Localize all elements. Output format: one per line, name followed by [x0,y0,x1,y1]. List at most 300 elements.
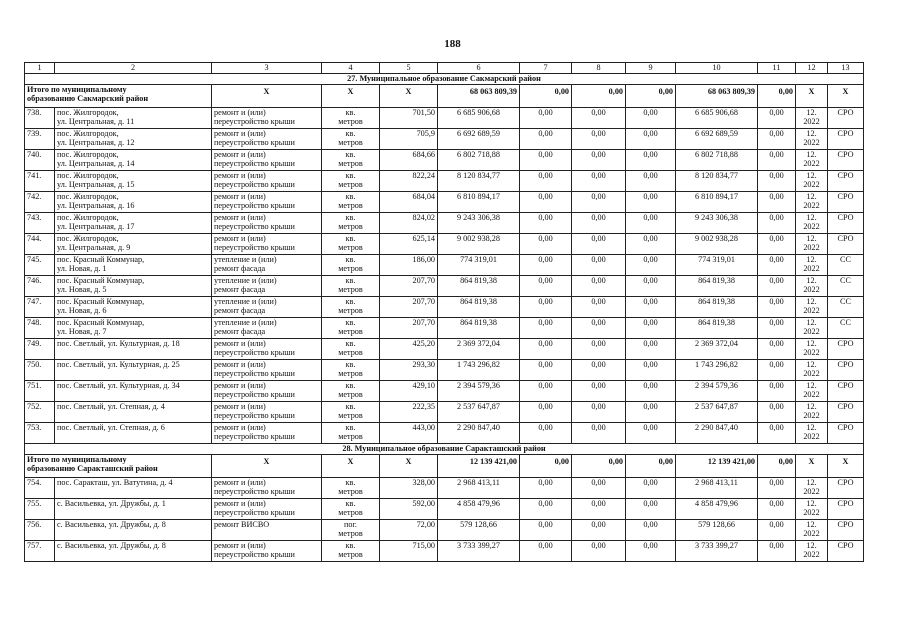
cost-total: 2 968 413,11 [438,478,520,499]
col10: 2 537 647,87 [676,402,758,423]
total-c10: 68 063 809,39 [676,85,758,108]
col9: 0,00 [626,108,676,129]
col8: 0,00 [572,478,626,499]
unit: пог. метров [322,520,380,541]
address: пос. Жилгородок, ул. Центральная, д. 16 [55,192,212,213]
total-c11: 0,00 [758,455,796,478]
col8: 0,00 [572,129,626,150]
table-row [25,234,864,255]
cost-total: 579 128,66 [438,520,520,541]
column-number-cell: 4 [322,63,380,74]
area: 429,10 [380,381,438,402]
section-title-row [25,444,864,455]
col8: 0,00 [572,381,626,402]
method: СРО [828,129,864,150]
col8: 0,00 [572,150,626,171]
table-row [25,360,864,381]
deadline: 12. 2022 [796,423,828,444]
table-row [25,108,864,129]
row-number: 751. [25,381,55,402]
unit: кв. метров [322,297,380,318]
work-type: ремонт и (или) переустройство крыши [212,213,322,234]
cost-total: 2 394 579,36 [438,381,520,402]
col9: 0,00 [626,276,676,297]
table-row [25,213,864,234]
col10: 8 120 834,77 [676,171,758,192]
address: с. Васильевка, ул. Дружбы, д. 8 [55,541,212,562]
col7: 0,00 [520,213,572,234]
col7: 0,00 [520,234,572,255]
col8: 0,00 [572,192,626,213]
col11: 0,00 [758,255,796,276]
address: пос. Красный Коммунар, ул. Новая, д. 5 [55,276,212,297]
cost-total: 864 819,38 [438,318,520,339]
work-type: утепление и (или) ремонт фасада [212,297,322,318]
table-row [25,499,864,520]
cost-total: 6 810 894,17 [438,192,520,213]
column-number-cell: 2 [55,63,212,74]
deadline: 12. 2022 [796,276,828,297]
table-body [25,63,864,562]
column-number-cell: 10 [676,63,758,74]
deadline: 12. 2022 [796,255,828,276]
table-row [25,129,864,150]
row-number: 752. [25,402,55,423]
col8: 0,00 [572,402,626,423]
col11: 0,00 [758,276,796,297]
unit: кв. метров [322,108,380,129]
method: СС [828,255,864,276]
total-c9: 0,00 [626,85,676,108]
method: СС [828,297,864,318]
address: пос. Жилгородок, ул. Центральная, д. 11 [55,108,212,129]
cost-total: 6 692 689,59 [438,129,520,150]
row-number: 757. [25,541,55,562]
deadline: 12. 2022 [796,234,828,255]
col10: 4 858 479,96 [676,499,758,520]
address: пос. Светлый, ул. Культурная, д. 34 [55,381,212,402]
address: пос. Светлый, ул. Степная, д. 4 [55,402,212,423]
col8: 0,00 [572,520,626,541]
col11: 0,00 [758,520,796,541]
unit: кв. метров [322,541,380,562]
col8: 0,00 [572,318,626,339]
method: СС [828,318,864,339]
work-type: утепление и (или) ремонт фасада [212,276,322,297]
col11: 0,00 [758,192,796,213]
method: СРО [828,234,864,255]
row-number: 750. [25,360,55,381]
address: пос. Жилгородок, ул. Центральная, д. 12 [55,129,212,150]
method: СРО [828,381,864,402]
table-row [25,255,864,276]
col10: 864 819,38 [676,318,758,339]
cost-total: 9 243 306,38 [438,213,520,234]
col9: 0,00 [626,192,676,213]
col7: 0,00 [520,318,572,339]
area: 592,00 [380,499,438,520]
row-number: 747. [25,297,55,318]
col11: 0,00 [758,360,796,381]
method: СРО [828,402,864,423]
deadline: 12. 2022 [796,339,828,360]
method: СРО [828,520,864,541]
col11: 0,00 [758,297,796,318]
cost-total: 4 858 479,96 [438,499,520,520]
address: пос. Светлый, ул. Культурная, д. 25 [55,360,212,381]
cost-total: 864 819,38 [438,276,520,297]
row-number: 754. [25,478,55,499]
col10: 774 319,01 [676,255,758,276]
unit: кв. метров [322,381,380,402]
col9: 0,00 [626,402,676,423]
area: 186,00 [380,255,438,276]
row-number: 749. [25,339,55,360]
address: пос. Светлый, ул. Степная, д. 6 [55,423,212,444]
area: 207,70 [380,318,438,339]
total-c7: 0,00 [520,85,572,108]
row-number: 743. [25,213,55,234]
area: 293,30 [380,360,438,381]
deadline: 12. 2022 [796,381,828,402]
col9: 0,00 [626,360,676,381]
col11: 0,00 [758,150,796,171]
col7: 0,00 [520,108,572,129]
area: 824,02 [380,213,438,234]
col9: 0,00 [626,129,676,150]
col7: 0,00 [520,360,572,381]
work-type: ремонт и (или) переустройство крыши [212,402,322,423]
col11: 0,00 [758,108,796,129]
cost-total: 3 733 399,27 [438,541,520,562]
col10: 3 733 399,27 [676,541,758,562]
address: пос. Красный Коммунар, ул. Новая, д. 6 [55,297,212,318]
col11: 0,00 [758,478,796,499]
table-row [25,478,864,499]
col10: 864 819,38 [676,297,758,318]
method: СРО [828,541,864,562]
total-c3: Х [212,85,322,108]
total-c4: Х [322,85,380,108]
section-title: 27. Муниципальное образование Сакмарский район [25,74,864,85]
deadline: 12. 2022 [796,541,828,562]
work-type: ремонт и (или) переустройство крыши [212,150,322,171]
work-type: ремонт и (или) переустройство крыши [212,541,322,562]
table-row [25,150,864,171]
col8: 0,00 [572,234,626,255]
method: СРО [828,499,864,520]
total-c5: Х [380,85,438,108]
col8: 0,00 [572,339,626,360]
address: пос. Светлый, ул. Культурная, д. 18 [55,339,212,360]
page-number: 188 [444,38,461,50]
total-c8: 0,00 [572,85,626,108]
row-number: 755. [25,499,55,520]
col9: 0,00 [626,478,676,499]
table-row [25,297,864,318]
total-c5: Х [380,455,438,478]
column-number-cell: 11 [758,63,796,74]
row-number: 756. [25,520,55,541]
row-number: 753. [25,423,55,444]
section-total-row [25,85,864,108]
column-number-cell: 9 [626,63,676,74]
cost-total: 2 369 372,04 [438,339,520,360]
col10: 6 802 718,88 [676,150,758,171]
table-row [25,541,864,562]
column-number-cell: 1 [25,63,55,74]
method: СРО [828,478,864,499]
table-row [25,171,864,192]
address: пос. Жилгородок, ул. Центральная, д. 15 [55,171,212,192]
capital-repair-table [24,62,864,562]
method: СРО [828,423,864,444]
work-type: утепление и (или) ремонт фасада [212,318,322,339]
work-type: ремонт и (или) переустройство крыши [212,192,322,213]
col10: 6 685 906,68 [676,108,758,129]
method: СРО [828,213,864,234]
col10: 2 394 579,36 [676,381,758,402]
area: 72,00 [380,520,438,541]
area: 705,9 [380,129,438,150]
section-title-row [25,74,864,85]
col11: 0,00 [758,234,796,255]
total-c13: Х [828,85,864,108]
col9: 0,00 [626,234,676,255]
cost-total: 2 537 647,87 [438,402,520,423]
area: 207,70 [380,276,438,297]
col10: 9 002 938,28 [676,234,758,255]
column-number-cell: 3 [212,63,322,74]
cost-total: 6 685 906,68 [438,108,520,129]
deadline: 12. 2022 [796,297,828,318]
work-type: ремонт и (или) переустройство крыши [212,499,322,520]
unit: кв. метров [322,499,380,520]
column-number-cell: 12 [796,63,828,74]
unit: кв. метров [322,339,380,360]
deadline: 12. 2022 [796,499,828,520]
work-type: ремонт и (или) переустройство крыши [212,381,322,402]
area: 222,35 [380,402,438,423]
col10: 864 819,38 [676,276,758,297]
col11: 0,00 [758,423,796,444]
work-type: ремонт и (или) переустройство крыши [212,360,322,381]
row-number: 745. [25,255,55,276]
col8: 0,00 [572,423,626,444]
col10: 9 243 306,38 [676,213,758,234]
col7: 0,00 [520,150,572,171]
deadline: 12. 2022 [796,318,828,339]
address: пос. Красный Коммунар, ул. Новая, д. 1 [55,255,212,276]
address: пос. Жилгородок, ул. Центральная, д. 17 [55,213,212,234]
section-title: 28. Муниципальное образование Саракташский район [25,444,864,455]
col7: 0,00 [520,402,572,423]
row-number: 739. [25,129,55,150]
total-c4: Х [322,455,380,478]
unit: кв. метров [322,192,380,213]
total-c10: 12 139 421,00 [676,455,758,478]
table-row [25,520,864,541]
unit: кв. метров [322,213,380,234]
table-row [25,339,864,360]
unit: кв. метров [322,360,380,381]
deadline: 12. 2022 [796,478,828,499]
area: 443,00 [380,423,438,444]
table-row [25,192,864,213]
col9: 0,00 [626,297,676,318]
col11: 0,00 [758,499,796,520]
col10: 6 692 689,59 [676,129,758,150]
unit: кв. метров [322,318,380,339]
method: СРО [828,360,864,381]
deadline: 12. 2022 [796,150,828,171]
area: 715,00 [380,541,438,562]
col9: 0,00 [626,150,676,171]
col11: 0,00 [758,318,796,339]
column-number-cell: 6 [438,63,520,74]
column-number-cell: 8 [572,63,626,74]
col7: 0,00 [520,192,572,213]
row-number: 742. [25,192,55,213]
deadline: 12. 2022 [796,108,828,129]
unit: кв. метров [322,276,380,297]
total-c9: 0,00 [626,455,676,478]
col7: 0,00 [520,255,572,276]
cost-total: 6 802 718,88 [438,150,520,171]
address: пос. Красный Коммунар, ул. Новая, д. 7 [55,318,212,339]
area: 625,14 [380,234,438,255]
col8: 0,00 [572,297,626,318]
row-number: 741. [25,171,55,192]
unit: кв. метров [322,171,380,192]
cost-total: 8 120 834,77 [438,171,520,192]
work-type: ремонт и (или) переустройство крыши [212,108,322,129]
col7: 0,00 [520,276,572,297]
deadline: 12. 2022 [796,402,828,423]
deadline: 12. 2022 [796,520,828,541]
row-number: 748. [25,318,55,339]
area: 684,66 [380,150,438,171]
col10: 2 290 847,40 [676,423,758,444]
total-c11: 0,00 [758,85,796,108]
col7: 0,00 [520,499,572,520]
col10: 579 128,66 [676,520,758,541]
column-number-cell: 13 [828,63,864,74]
total-label: Итого по муниципальному образованию Сакмарский район [25,85,212,108]
col11: 0,00 [758,129,796,150]
area: 701,50 [380,108,438,129]
unit: кв. метров [322,402,380,423]
total-c12: Х [796,85,828,108]
deadline: 12. 2022 [796,360,828,381]
area: 425,20 [380,339,438,360]
total-c3: Х [212,455,322,478]
col7: 0,00 [520,478,572,499]
work-type: ремонт ВИСВО [212,520,322,541]
work-type: ремонт и (или) переустройство крыши [212,171,322,192]
col9: 0,00 [626,318,676,339]
col10: 2 968 413,11 [676,478,758,499]
col7: 0,00 [520,541,572,562]
method: СС [828,276,864,297]
col7: 0,00 [520,297,572,318]
total-c7: 0,00 [520,455,572,478]
col9: 0,00 [626,423,676,444]
total-c8: 0,00 [572,455,626,478]
area: 822,24 [380,171,438,192]
col8: 0,00 [572,108,626,129]
area: 684,04 [380,192,438,213]
row-number: 746. [25,276,55,297]
unit: кв. метров [322,150,380,171]
col9: 0,00 [626,381,676,402]
col8: 0,00 [572,255,626,276]
col10: 6 810 894,17 [676,192,758,213]
col11: 0,00 [758,339,796,360]
total-c6: 12 139 421,00 [438,455,520,478]
row-number: 740. [25,150,55,171]
col7: 0,00 [520,339,572,360]
column-number-cell: 7 [520,63,572,74]
col9: 0,00 [626,255,676,276]
unit: кв. метров [322,234,380,255]
deadline: 12. 2022 [796,171,828,192]
total-c13: Х [828,455,864,478]
col9: 0,00 [626,499,676,520]
work-type: ремонт и (или) переустройство крыши [212,423,322,444]
col7: 0,00 [520,520,572,541]
col9: 0,00 [626,541,676,562]
address: с. Васильевка, ул. Дружбы, д. 8 [55,520,212,541]
method: СРО [828,150,864,171]
area: 207,70 [380,297,438,318]
col9: 0,00 [626,520,676,541]
address: пос. Саракташ, ул. Ватутина, д. 4 [55,478,212,499]
work-type: утепление и (или) ремонт фасада [212,255,322,276]
col11: 0,00 [758,402,796,423]
col8: 0,00 [572,360,626,381]
deadline: 12. 2022 [796,192,828,213]
table-row [25,423,864,444]
table-row [25,381,864,402]
cost-total: 1 743 296,82 [438,360,520,381]
cost-total: 774 319,01 [438,255,520,276]
unit: кв. метров [322,478,380,499]
unit: кв. метров [322,129,380,150]
address: с. Васильевка, ул. Дружбы, д. 1 [55,499,212,520]
col9: 0,00 [626,339,676,360]
deadline: 12. 2022 [796,129,828,150]
col8: 0,00 [572,499,626,520]
table-row [25,318,864,339]
col9: 0,00 [626,171,676,192]
col10: 2 369 372,04 [676,339,758,360]
col7: 0,00 [520,381,572,402]
method: СРО [828,192,864,213]
col8: 0,00 [572,171,626,192]
col8: 0,00 [572,276,626,297]
column-number-row [25,63,864,74]
method: СРО [828,171,864,192]
column-number-cell: 5 [380,63,438,74]
col9: 0,00 [626,213,676,234]
col7: 0,00 [520,171,572,192]
row-number: 738. [25,108,55,129]
work-type: ремонт и (или) переустройство крыши [212,478,322,499]
row-number: 744. [25,234,55,255]
table-row [25,276,864,297]
unit: кв. метров [322,255,380,276]
